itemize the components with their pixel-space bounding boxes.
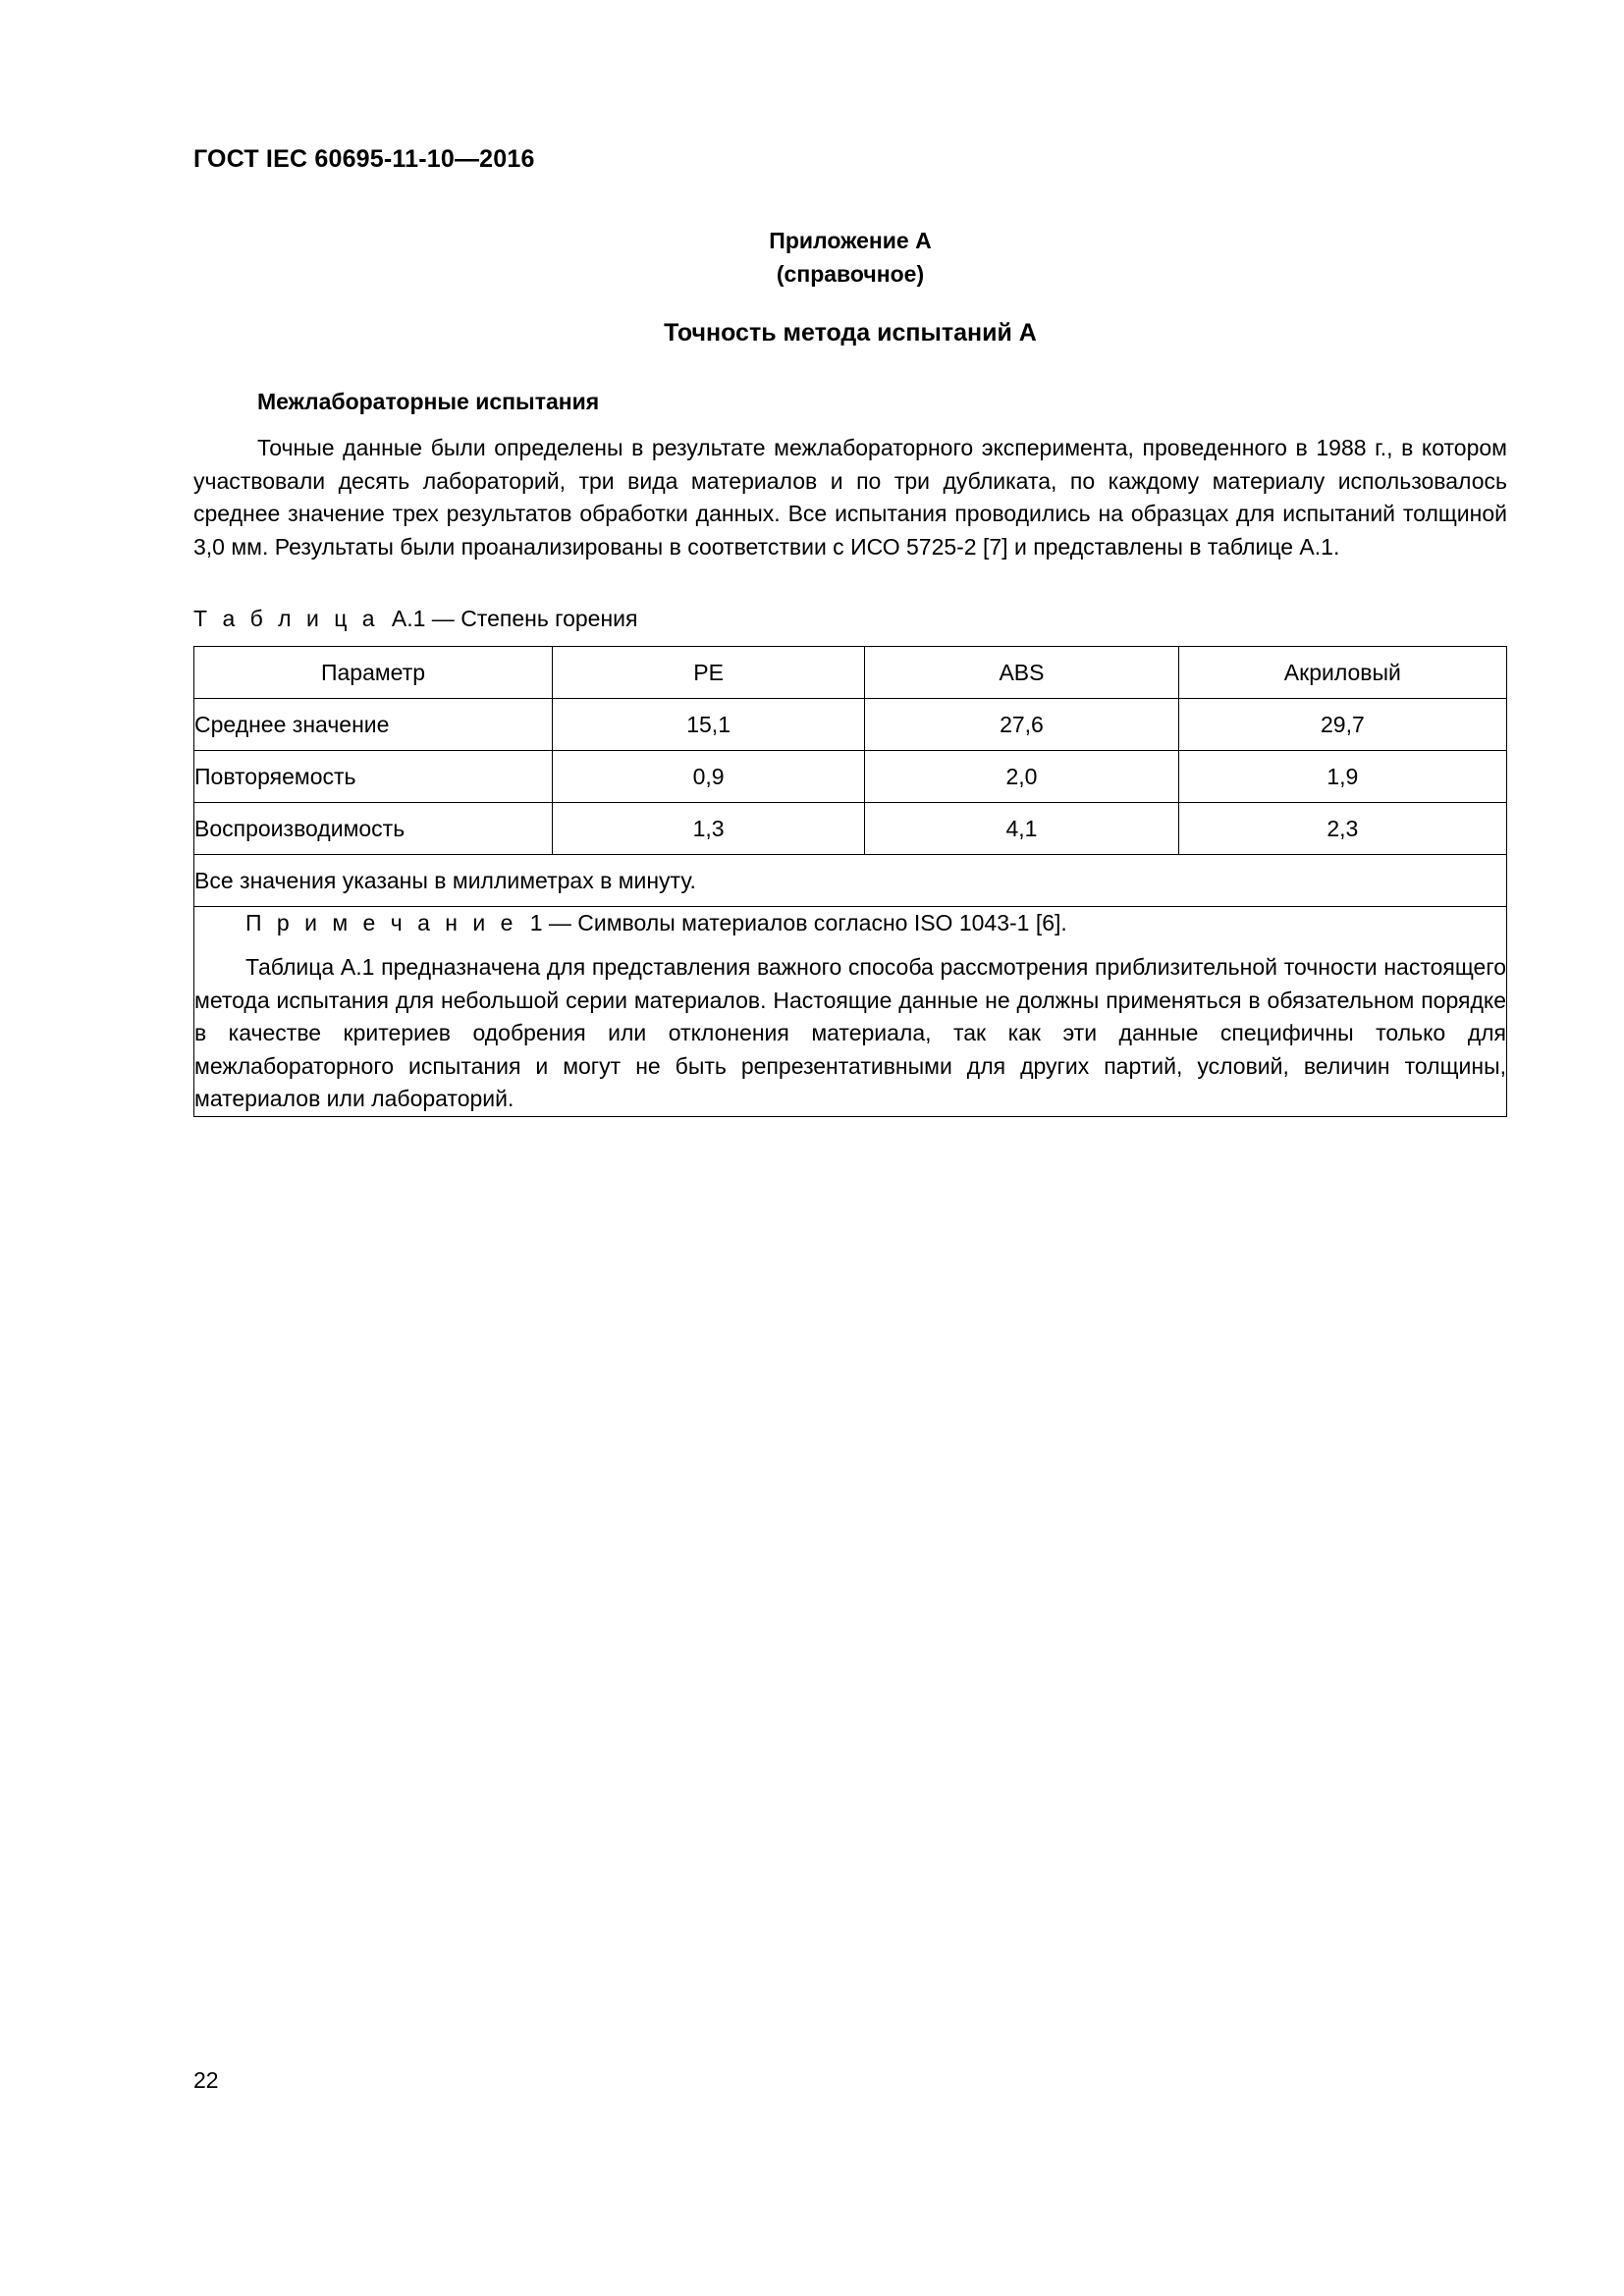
annex-title: Приложение А <box>769 228 932 253</box>
table-caption-title: Степень горения <box>460 606 638 631</box>
annex-subtitle: (справочное) <box>776 261 925 287</box>
table-row <box>194 803 1507 855</box>
method-precision-title: Точность метода испытаний А <box>664 319 1037 347</box>
section-body-paragraph: Точные данные были определены в результате межлабораторного эксперимента, проведенного в 1988 г., в котором участвовали десять лабораторий, три вида материалов и по три дубликата, по каждому материалу использовалось среднее значение трех результатов обработки данных. Все испытания проводились на образцах для испытаний толщиной 3,0 мм. Результаты были проанализированы в соответствии с ИСО 5725-2 [7] и представлены в таблице А.1. <box>193 435 1507 560</box>
table-note-cell <box>194 907 1507 1117</box>
annex-heading-block <box>193 224 1507 291</box>
cell-acrylic: 29,7 <box>1178 699 1506 751</box>
cell-acrylic: 1,9 <box>1178 751 1506 803</box>
table-units-note: Все значения указаны в миллиметрах в минуту. <box>194 855 1507 907</box>
page-number: 22 <box>193 2067 219 2093</box>
table-row <box>194 751 1507 803</box>
table-caption-dash: — <box>431 606 455 631</box>
table-caption-number: А.1 <box>391 606 426 631</box>
table-a1-wrapper <box>193 646 1507 1117</box>
cell-pe: 0,9 <box>553 751 865 803</box>
table-caption-label: Т а б л и ц а <box>193 606 380 631</box>
note-number: 1 <box>529 910 543 935</box>
cell-abs: 27,6 <box>865 699 1179 751</box>
cell-pe: 15,1 <box>553 699 865 751</box>
cell-abs: 4,1 <box>865 803 1179 855</box>
table-caption <box>193 606 637 632</box>
table-a1 <box>193 646 1507 1117</box>
cell-parameter: Среднее значение <box>194 699 553 751</box>
table-note-paragraph: Таблица А.1 предназначена для представления важного способа рассмотрения приблизительной точности настоящего метода испытания для небольшой серии материалов. Настоящие данные не должны применяться в обязательном порядке в качестве критериев одобрения или отклонения материала, так как эти данные специфичны только для межлабораторного испытания и могут не быть репрезентативными для других партий, условий, величин толщины, материалов или лабораторий. <box>194 954 1506 1111</box>
table-row <box>194 699 1507 751</box>
table-note-row <box>194 907 1507 1117</box>
note-text: Символы материалов согласно ISO 1043-1 [6]. <box>577 910 1067 935</box>
note-label: П р и м е ч а н и е <box>245 910 517 935</box>
note-dash: — <box>548 910 571 935</box>
document-header-standard-id: ГОСТ IEC 60695-11-10—2016 <box>193 145 535 173</box>
cell-pe: 1,3 <box>553 803 865 855</box>
column-header-abs: ABS <box>865 647 1179 699</box>
cell-parameter: Повторяемость <box>194 751 553 803</box>
table-header-row <box>194 647 1507 699</box>
table-units-row <box>194 855 1507 907</box>
column-header-pe: PE <box>553 647 865 699</box>
column-header-acrylic: Акриловый <box>1178 647 1506 699</box>
column-header-parameter: Параметр <box>194 647 553 699</box>
cell-parameter: Воспроизводимость <box>194 803 553 855</box>
cell-acrylic: 2,3 <box>1178 803 1506 855</box>
table-note-line <box>194 907 1506 939</box>
section-heading-interlaboratory-tests: Межлабораторные испытания <box>257 389 600 414</box>
cell-abs: 2,0 <box>865 751 1179 803</box>
